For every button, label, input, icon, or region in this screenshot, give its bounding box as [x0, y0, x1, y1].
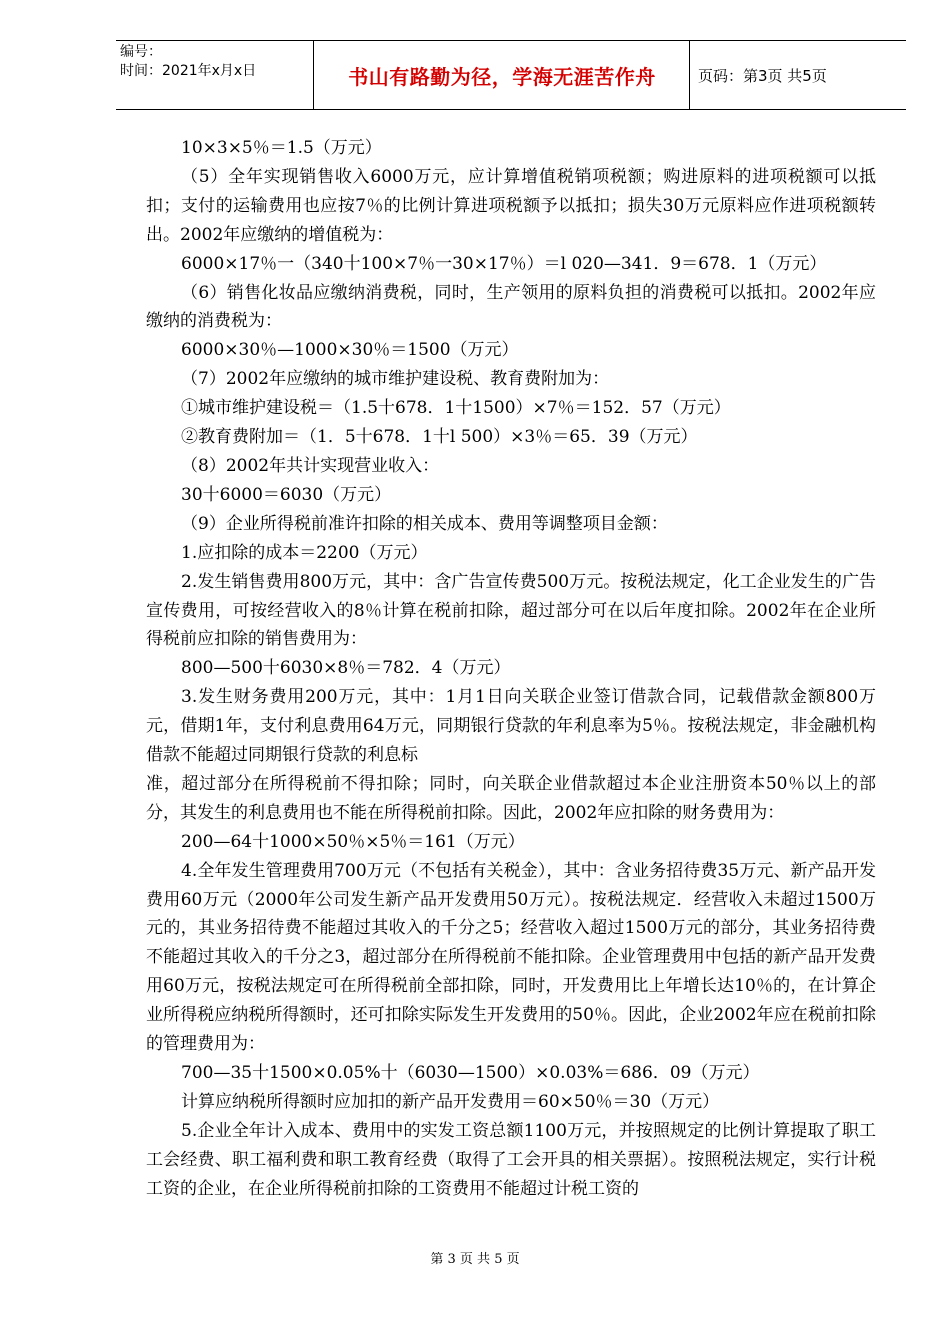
body-line: （9）企业所得税前准许扣除的相关成本、费用等调整项目金额：: [181, 513, 668, 534]
body-line: 30十6000＝6030（万元）: [181, 484, 392, 505]
body-line: 6000×17％一（340十100×7％一30×17％）＝l 020—341．9＝678．1（万元）: [181, 253, 827, 274]
body-line: 6000×30％—1000×30％＝1500（万元）: [181, 340, 519, 361]
body-paragraph: 3.发生财务费用200万元，其中：1月1日向关联企业签订借款合同，记载借款金额800万元，借期1年，支付利息费用64万元，同期银行贷款的年利息率为5％。按税法规定，非金融机构借款不能超过同期银行贷款的利息标: [146, 687, 876, 766]
body-line: ②教育费附加＝（1．5十678．1十l 500）×3％＝65．39（万元）: [181, 427, 698, 448]
body-paragraph: （5）全年实现销售收入6000万元，应计算增值税销项税额；购进原料的进项税额可以抵扣；支付的运输费用也应按7％的比例计算进项税额予以抵扣；损失30万元原料应作进项税额转出。2002年应缴纳的增值税为：: [146, 166, 876, 245]
body-paragraph: 2.发生销售费用800万元，其中：含广告宣传费500万元。按税法规定，化工企业发生的广告宣传费用，可按经营收入的8％计算在税前扣除，超过部分可在以后年度扣除。2002年在企业所得税前应扣除的销售费用为：: [146, 571, 876, 650]
body-line: 700—35十1500×0.05%十（6030—1500）×0.03%＝686．09（万元）: [181, 1063, 760, 1083]
header-meta: [116, 41, 314, 109]
body-line: （7）2002年应缴纳的城市维护建设税、教育费附加为：: [181, 369, 610, 390]
body-paragraph: 4.全年发生管理费用700万元（不包括有关税金），其中：含业务招待费35万元、新产品开发费用60万元（2000年公司发生新产品开发费用50万元）。按税法规定．经营收入未超过1500万元的，其业务招待费不能超过其收入的千分之5；经营收入超过1500万元的部分，其业务招待费不能超过其收入的千分之3，超过部分在所得税前不能扣除。企业管理费用中包括的新产品开发费用60万元，按税法规定可在所得税前全部扣除，同时，开发费用比上年增长达10％的，在计算企业所得税应纳税所得额时，还可扣除实际发生开发费用的50％。因此，企业2002年应在税前扣除的管理费用为：: [146, 860, 876, 1055]
body-line: 计算应纳税所得额时应加扣的新产品开发费用＝60×50％＝30（万元）: [181, 1091, 720, 1112]
body-line: 1.应扣除的成本＝2200（万元）: [181, 542, 428, 563]
page-footer: 第 3 页 共 5 页: [430, 1252, 520, 1267]
body-line: （8）2002年共计实现营业收入：: [181, 455, 440, 476]
body-line: 10×3×5％＝1.5（万元）: [181, 138, 382, 158]
page-header: [116, 40, 906, 110]
document-body: [146, 134, 876, 1204]
body-paragraph: 准，超过部分在所得税前不得扣除；同时，向关联企业借款超过本企业注册资本50％以上的部分，其发生的利息费用也不能在所得税前扣除。因此，2002年应扣除的财务费用为：: [146, 773, 876, 823]
body-paragraph: （6）销售化妆品应缴纳消费税，同时，生产领用的原料负担的消费税可以抵扣。2002年应缴纳的消费税为：: [146, 282, 876, 332]
body-line: 800—500十6030×8％＝782．4（万元）: [181, 658, 511, 679]
header-motto: 书山有路勤为径，学海无涯苦作舟: [315, 41, 690, 109]
doc-number-label: 编号：: [120, 44, 162, 60]
header-page-number: 页码：第3页 共5页: [698, 66, 827, 85]
body-line: ①城市维护建设税＝（1.5十678．1十1500）×7％＝152．57（万元）: [181, 398, 731, 419]
body-line: 200—64十1000×50％×5％＝161（万元）: [181, 831, 525, 852]
doc-time-label: 时间：2021年x月x日: [120, 63, 257, 79]
body-paragraph: 5.企业全年计入成本、费用中的实发工资总额1100万元，并按照规定的比例计算提取了职工工会经费、职工福利费和职工教育经费（取得了工会开具的相关票据）。按照税法规定，实行计税工资的企业，在企业所得税前扣除的工资费用不能超过计税工资的: [146, 1120, 876, 1199]
